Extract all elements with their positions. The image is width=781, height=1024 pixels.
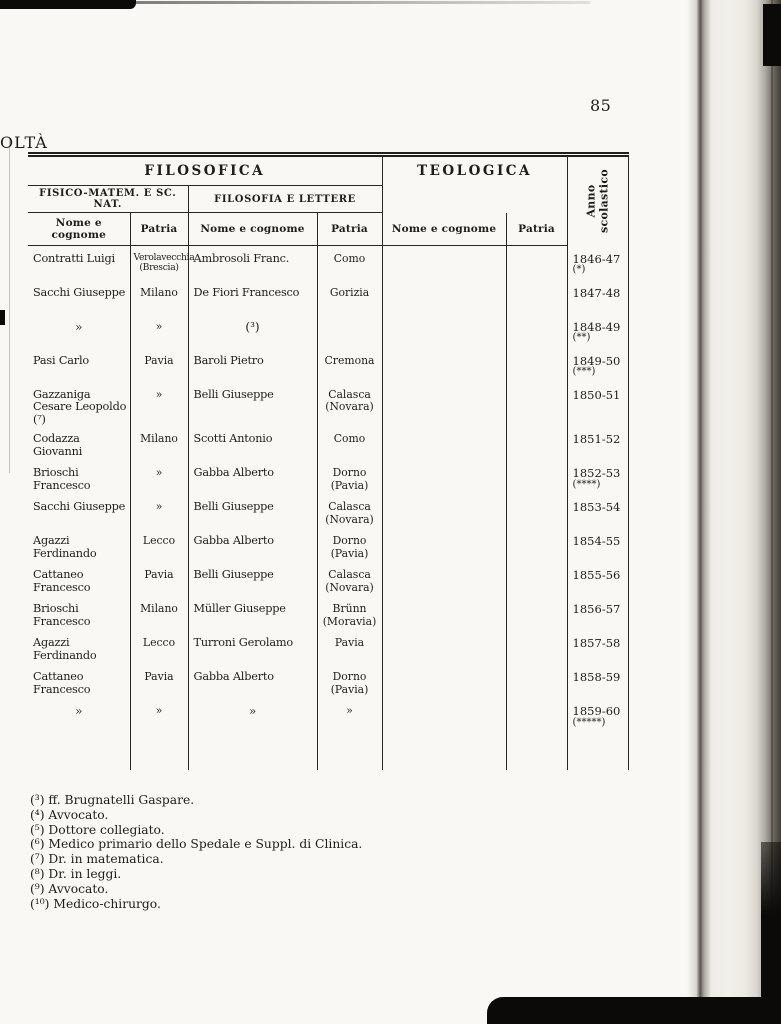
cell-nome-fisico: Cattaneo Francesco: [33, 670, 91, 697]
cell-empty: [567, 732, 628, 770]
cell-nome-lettere: De Fiori Francesco: [188, 280, 317, 314]
table-filler-row: [28, 732, 628, 770]
cell-patria-lettere: Dorno (Pavia): [317, 528, 382, 562]
cell-empty: [188, 732, 317, 770]
anno-value: 1853-54: [572, 500, 621, 515]
cell-anno: [567, 664, 628, 698]
cell-patria-teologica: [506, 426, 567, 460]
column-nome-lettere: Nome e cognome: [188, 213, 317, 246]
anno-note: (***): [572, 366, 596, 378]
column-patria-fisico: Patria: [130, 213, 188, 246]
subsection-fisico-matem: FISICO-MATEM. E SC. NAT.: [28, 186, 188, 213]
cell-patria-teologica: [506, 280, 567, 314]
footnote: (⁵) Dottore collegiato.: [30, 822, 165, 837]
cell-patria-teologica: [506, 246, 567, 280]
footnote: (⁶) Medico primario dello Spedale e Suppl. di Clinica.: [30, 837, 363, 852]
anno-value: 1848-49: [572, 319, 621, 334]
cell-nome-lettere: Müller Giuseppe: [188, 596, 317, 630]
column-anno-scolastico: [567, 155, 628, 246]
table-row: [28, 280, 628, 314]
anno-value: 1849-50: [572, 353, 621, 368]
table-row: [28, 460, 628, 494]
table-row: [28, 664, 628, 698]
cell-patria-fisico: Verolavecchia (Brescia): [130, 246, 188, 280]
cell-nome-teologica: [382, 280, 506, 314]
cell-nome-lettere: Gabba Alberto: [188, 664, 317, 698]
cell-anno: [567, 426, 628, 460]
margin-text-cropped: OLTÀ: [0, 133, 48, 152]
cell-patria-teologica: [506, 664, 567, 698]
cell-patria-lettere: [317, 314, 382, 348]
anno-value: 1857-58: [572, 636, 621, 651]
cell-nome-teologica: [382, 460, 506, 494]
cell-nome-teologica: [382, 664, 506, 698]
anno-note: (**): [572, 332, 591, 344]
cell-patria-fisico: Pavia: [130, 348, 188, 382]
cell-nome-teologica: [382, 562, 506, 596]
cell-nome-teologica: [382, 596, 506, 630]
cell-patria-teologica: [506, 596, 567, 630]
cell-nome-lettere: »: [188, 698, 317, 732]
cell-patria-teologica: [506, 348, 567, 382]
cell-patria-teologica: [506, 528, 567, 562]
cell-patria-lettere: Como: [317, 246, 382, 280]
footnote: (⁹) Avvocato.: [30, 881, 109, 896]
table-row: [28, 698, 628, 732]
cell-patria-fisico: Pavia: [130, 562, 188, 596]
cell-patria-lettere: Calasca (Novara): [317, 494, 382, 528]
anno-note: (*): [572, 264, 586, 276]
cell-nome-fisico: »: [75, 704, 83, 719]
faculty-register-table: [28, 152, 629, 770]
cell-patria-fisico: »: [130, 314, 188, 348]
cell-anno: [567, 348, 628, 382]
cell-nome-fisico: Gazzaniga Cesare Leopoldo (⁷): [33, 387, 127, 426]
cell-patria-lettere: Gorizia: [317, 280, 382, 314]
cell-patria-lettere: Cremona: [317, 348, 382, 382]
cell-empty: [506, 732, 567, 770]
cell-nome-lettere: Baroli Pietro: [188, 348, 317, 382]
footnote: (³) ff. Brugnatelli Gaspare.: [30, 793, 195, 807]
cell-patria-teologica: [506, 630, 567, 664]
cell-patria-lettere: Como: [317, 426, 382, 460]
cell-patria-fisico: Milano: [130, 596, 188, 630]
cell-nome-lettere: Scotti Antonio: [188, 426, 317, 460]
anno-value: 1850-51: [572, 387, 621, 402]
cell-patria-lettere: Pavia: [317, 630, 382, 664]
table-row: [28, 382, 628, 427]
cell-nome-lettere: Belli Giuseppe: [188, 562, 317, 596]
cell-patria-lettere: Calasca (Novara): [317, 382, 382, 427]
cell-anno: [567, 460, 628, 494]
cell-empty: [317, 732, 382, 770]
table-row: [28, 426, 628, 460]
scan-artifact-left-mark: [0, 310, 5, 325]
column-patria-teologica: Patria: [506, 213, 567, 246]
cell-patria-fisico: »: [130, 382, 188, 427]
section-filosofica: FILOSOFICA: [28, 155, 382, 186]
cell-anno: [567, 698, 628, 732]
column-nome-fisico: Nome e cognome: [28, 213, 130, 246]
cell-patria-fisico: Lecco: [130, 528, 188, 562]
table-row: [28, 314, 628, 348]
cell-nome-teologica: [382, 314, 506, 348]
cell-patria-fisico: Milano: [130, 280, 188, 314]
anno-scolastico-rotated-label: Anno scolastico: [583, 169, 610, 234]
cell-patria-teologica: [506, 460, 567, 494]
cell-nome-lettere: Belli Giuseppe: [188, 382, 317, 427]
table-row: [28, 528, 628, 562]
anno-value: 1856-57: [572, 602, 621, 617]
cell-nome-fisico: Agazzi Ferdinando: [33, 636, 97, 663]
column-nome-teologica: Nome e cognome: [382, 213, 506, 246]
cell-patria-fisico: »: [130, 698, 188, 732]
footnote: (⁴) Avvocato.: [30, 807, 109, 822]
footnote: (¹⁰) Medico-chirurgo.: [30, 896, 161, 911]
footnotes-block: [30, 793, 460, 911]
cell-nome-teologica: [382, 630, 506, 664]
cell-nome-fisico: Pasi Carlo: [33, 353, 90, 367]
cell-empty: [28, 732, 130, 770]
cell-nome-lettere: (³): [188, 314, 317, 348]
cell-nome-lettere: Gabba Alberto: [188, 528, 317, 562]
anno-value: 1846-47: [572, 251, 621, 266]
cell-nome-teologica: [382, 246, 506, 280]
anno-note: (****): [572, 479, 601, 491]
table-row: [28, 596, 628, 630]
anno-value: 1847-48: [572, 285, 621, 300]
cell-empty: [382, 732, 506, 770]
anno-value: 1855-56: [572, 568, 621, 583]
cell-nome-fisico: Brioschi Francesco: [33, 602, 91, 629]
cell-nome-fisico: Contratti Luigi: [33, 252, 115, 265]
cell-anno: [567, 528, 628, 562]
scan-artifact-left-fold: [9, 138, 10, 473]
anno-note: (*****): [572, 717, 606, 729]
scan-artifact-bottom-right: [487, 997, 781, 1024]
cell-nome-fisico: »: [75, 319, 83, 334]
anno-value: 1852-53: [572, 466, 621, 481]
cell-nome-lettere: Belli Giuseppe: [188, 494, 317, 528]
table-row: [28, 348, 628, 382]
cell-nome-fisico: Sacchi Giuseppe: [33, 285, 126, 299]
cell-patria-teologica: [506, 382, 567, 427]
cell-empty: [130, 732, 188, 770]
cell-nome-lettere: Gabba Alberto: [188, 460, 317, 494]
column-header-row: [28, 213, 628, 246]
anno-value: 1851-52: [572, 432, 621, 447]
cell-patria-fisico: Milano: [130, 426, 188, 460]
column-patria-lettere: Patria: [317, 213, 382, 246]
cell-patria-teologica: [506, 698, 567, 732]
subsection-filosofia-lettere: FILOSOFIA E LETTERE: [188, 186, 382, 213]
cell-patria-lettere: »: [317, 698, 382, 732]
cell-patria-lettere: Brünn (Moravia): [317, 596, 382, 630]
cell-nome-teologica: [382, 494, 506, 528]
cell-nome-lettere: Turroni Gerolamo: [188, 630, 317, 664]
footnote: (⁷) Dr. in matematica.: [30, 852, 164, 867]
cell-nome-teologica: [382, 382, 506, 427]
scan-artifact-top-left: [0, 0, 136, 9]
section-header-row: [28, 155, 628, 186]
cell-patria-fisico: Lecco: [130, 630, 188, 664]
cell-anno: [567, 630, 628, 664]
footnote: (⁸) Dr. in leggi.: [30, 866, 122, 881]
cell-patria-lettere: Calasca (Novara): [317, 562, 382, 596]
cell-nome-fisico: Cattaneo Francesco: [33, 568, 91, 595]
cell-patria-teologica: [506, 562, 567, 596]
cell-nome-lettere: Ambrosoli Franc.: [188, 246, 317, 280]
table-row: [28, 630, 628, 664]
section-teologica: TEOLOGICA: [382, 155, 567, 186]
table-row: [28, 494, 628, 528]
cell-patria-teologica: [506, 314, 567, 348]
cell-nome-fisico: Sacchi Giuseppe: [33, 500, 126, 514]
cell-nome-teologica: [382, 698, 506, 732]
subsection-header-row: [28, 186, 628, 213]
cell-patria-fisico: Pavia: [130, 664, 188, 698]
cell-anno: [567, 382, 628, 427]
page-number: 85: [590, 96, 612, 115]
table-row: [28, 562, 628, 596]
cell-nome-teologica: [382, 426, 506, 460]
cell-anno: [567, 596, 628, 630]
anno-value: 1858-59: [572, 670, 621, 685]
cell-patria-lettere: Dorno (Pavia): [317, 460, 382, 494]
cell-anno: [567, 314, 628, 348]
cell-anno: [567, 246, 628, 280]
anno-value: 1859-60: [572, 704, 621, 719]
cell-anno: [567, 562, 628, 596]
scan-artifact-top-line: [120, 1, 590, 4]
anno-value: 1854-55: [572, 534, 621, 549]
cell-anno: [567, 280, 628, 314]
cell-patria-lettere: Dorno (Pavia): [317, 664, 382, 698]
cell-patria-teologica: [506, 494, 567, 528]
cell-nome-fisico: Agazzi Ferdinando: [33, 534, 97, 561]
cell-nome-fisico: Brioschi Francesco: [33, 466, 91, 493]
cell-anno: [567, 494, 628, 528]
scan-artifact-top-right: [763, 4, 781, 66]
cell-patria-fisico: »: [130, 460, 188, 494]
cell-patria-fisico: »: [130, 494, 188, 528]
cell-nome-fisico: Codazza Giovanni: [33, 432, 83, 459]
cell-nome-teologica: [382, 528, 506, 562]
teologica-spacer: [382, 186, 567, 213]
cell-nome-teologica: [382, 348, 506, 382]
table-row: [28, 246, 628, 280]
